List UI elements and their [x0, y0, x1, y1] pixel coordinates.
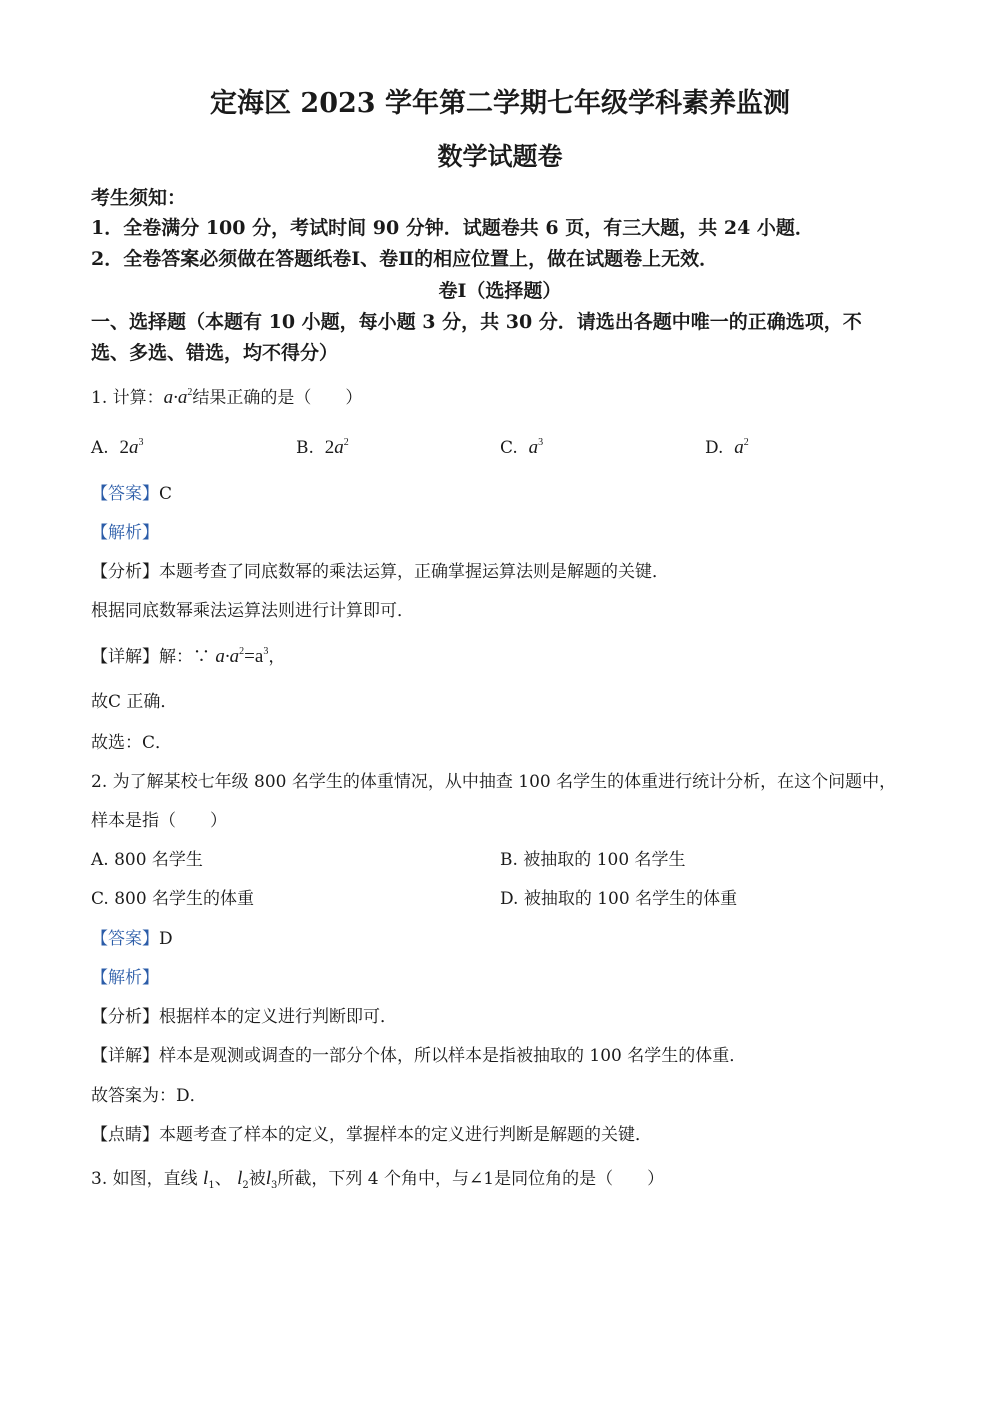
- question-2-fenxi: 【分析】根据样本的定义进行判断即可．: [91, 1007, 397, 1027]
- question-1-option-b: B. $2a^2$: [296, 437, 349, 458]
- question-1-xiangjie: 【详解】解：∵ $a\cdot a^2=a^3$，: [91, 646, 286, 667]
- exam-subtitle: 数学试题卷: [437, 142, 563, 171]
- jiexi-tag: 【解析】: [91, 523, 159, 543]
- xiangjie-tag: 【详解】: [91, 1046, 159, 1066]
- xiangjie-tag: 【详解】: [91, 647, 159, 667]
- notice-item-2: 2．全卷答案必须做在答题纸卷Ⅰ、卷Ⅱ的相应位置上，做在试题卷上无效．: [91, 248, 719, 270]
- question-1-answer: 【答案】C: [91, 484, 173, 504]
- question-1-prefix: 1. 计算：: [91, 388, 164, 408]
- question-2-stem-line-2: 样本是指（ ）: [91, 811, 227, 831]
- question-1-stem: [91, 386, 362, 410]
- question-1-jiexi: [91, 521, 159, 545]
- question-2-dianjing: 【点睛】本题考查了样本的定义，掌握样本的定义进行判断是解题的关键．: [91, 1125, 652, 1145]
- question-2-stem-line-1: 2. 为了解某校七年级 800 名学生的体重情况，从中抽查 100 名学生的体重进行统计分析，在这个问题中，: [91, 772, 897, 792]
- question-2-result: 故答案为：D．: [91, 1086, 207, 1106]
- exam-title: 定海区 2023 学年第二学期七年级学科素养监测: [210, 88, 790, 119]
- question-2-jiexi: [91, 966, 159, 990]
- dianjing-tag: 【点睛】: [91, 1125, 159, 1145]
- question-2-option-b: B. 被抽取的 100 名学生: [500, 850, 686, 870]
- question-1-method: 根据同底数幂乘法运算法则进行计算即可．: [91, 601, 414, 621]
- question-1-fenxi: 【分析】本题考查了同底数幂的乘法运算，正确掌握运算法则是解题的关键．: [91, 562, 669, 582]
- question-1-suffix: 结果正确的是（ ）: [192, 388, 363, 408]
- question-2-option-a: A. 800 名学生: [91, 850, 203, 870]
- question-1-option-d: D. $a^2$: [705, 437, 749, 458]
- question-3-stem: 3. 如图，直线 $l_1$、 $l_2$被$l_3$所截，下列 4 个角中，与∠1是同位角的是（ ）: [91, 1168, 665, 1191]
- question-2-option-c: C. 800 名学生的体重: [91, 889, 255, 909]
- answer-tag: 【答案】: [91, 929, 159, 949]
- angle-symbol: ∠1: [469, 1169, 495, 1189]
- notice-item-1: 1．全卷满分 100 分，考试时间 90 分钟．试题卷共 6 页，有三大题，共 24 小题．: [91, 217, 814, 239]
- question-2-answer: 【答案】D: [91, 929, 173, 949]
- question-1-option-a: A. $2a^3$: [91, 437, 144, 458]
- section-heading-line-2: 选、多选、错选，均不得分）: [91, 342, 339, 364]
- question-2-option-d: D. 被抽取的 100 名学生的体重: [500, 889, 738, 909]
- notice-heading: 考生须知：: [91, 187, 187, 209]
- fenxi-tag: 【分析】: [91, 562, 159, 582]
- volume-heading: 卷Ⅰ（选择题）: [438, 280, 562, 302]
- question-2-xiangjie: 【详解】样本是观测或调查的一部分个体，所以样本是指被抽取的 100 名学生的体重．: [91, 1046, 747, 1066]
- question-1-conclusion: 故C 正确．: [91, 692, 178, 712]
- question-1-choice: 故选：C．: [91, 733, 173, 753]
- jiexi-tag: 【解析】: [91, 968, 159, 988]
- question-1-option-c: C. $a^3$: [500, 437, 544, 458]
- fenxi-tag: 【分析】: [91, 1007, 159, 1027]
- answer-tag: 【答案】: [91, 484, 159, 504]
- section-heading-line-1: 一、选择题（本题有 10 小题，每小题 3 分，共 30 分．请选出各题中唯一的正确选项，不: [91, 311, 862, 333]
- question-1-expression: $a\cdot a^2$: [163, 387, 193, 408]
